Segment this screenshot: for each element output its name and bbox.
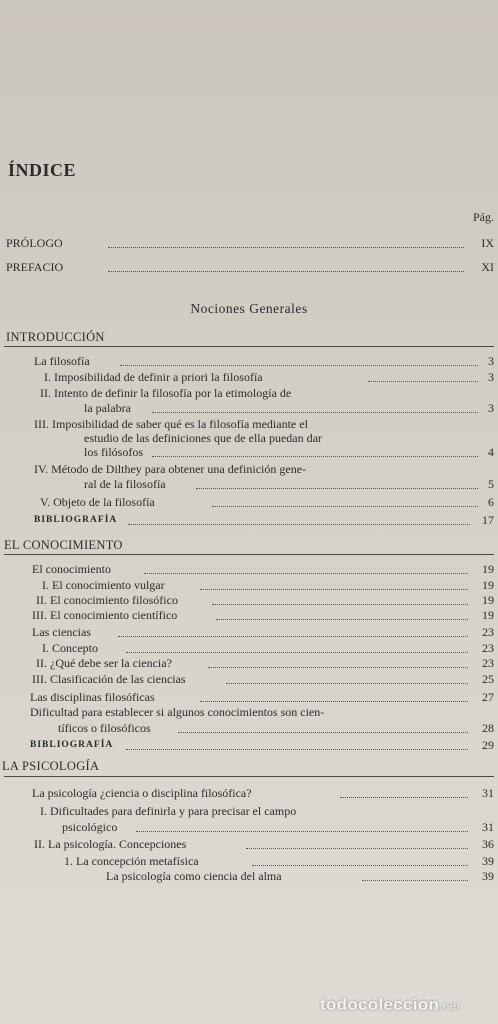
- toc-entry: [0, 592, 494, 608]
- watermark-suffix: .net: [439, 999, 461, 1013]
- toc-entry: [0, 512, 494, 528]
- toc-entry: [0, 561, 494, 577]
- section-rule: [4, 776, 494, 777]
- toc-entry-label: La psicología ¿ciencia o disciplina filosófica?: [32, 786, 252, 800]
- toc-page-number: 23: [482, 641, 494, 655]
- dot-leader: [120, 365, 478, 366]
- toc-entry-label: PREFACIO: [6, 260, 64, 274]
- toc-entry-label: ral de la filosofía: [84, 477, 166, 491]
- toc-page-number: XI: [481, 260, 494, 274]
- toc-entry-label: estudio de las definiciones que de ella puedan dar: [84, 431, 322, 445]
- toc-page-number: 3: [488, 354, 494, 368]
- toc-entry: [0, 494, 494, 510]
- dot-leader: [216, 619, 468, 620]
- dot-leader: [340, 797, 468, 798]
- toc-entry: [0, 785, 494, 801]
- dot-leader: [126, 749, 468, 750]
- toc-entry-label: I. Imposibilidad de definir a priori la filosofía: [44, 370, 263, 384]
- toc-entry-label: La psicología como ciencia del alma: [106, 869, 282, 883]
- toc-page-number: 31: [482, 786, 494, 800]
- dot-leader: [128, 524, 470, 525]
- toc-entry: [0, 836, 494, 852]
- toc-page-number: 39: [482, 869, 494, 883]
- toc-page-number: 23: [482, 625, 494, 639]
- dot-leader: [196, 488, 478, 489]
- dot-leader: [368, 381, 478, 382]
- toc-page-number: 19: [482, 608, 494, 622]
- toc-entry-label: III. El conocimiento científico: [32, 608, 178, 622]
- toc-entry: [0, 444, 494, 460]
- toc-page-number: IX: [481, 236, 494, 250]
- toc-page-number: 19: [482, 578, 494, 592]
- toc-entry: [0, 819, 494, 835]
- toc-page-number: 17: [482, 513, 494, 527]
- dot-leader: [226, 683, 468, 684]
- toc-page-number: 19: [482, 593, 494, 607]
- toc-entry: [0, 235, 494, 251]
- dot-leader: [126, 652, 468, 653]
- toc-entry: [0, 353, 494, 369]
- toc-entry-label: BIBLIOGRAFÍA: [34, 515, 118, 525]
- toc-entry-label: La filosofía: [34, 354, 90, 368]
- toc-page-number: 36: [482, 837, 494, 851]
- toc-page-number: 25: [482, 672, 494, 686]
- section-rule: [4, 554, 494, 555]
- toc-entry: [0, 369, 494, 385]
- toc-entry: [0, 671, 494, 687]
- toc-page-number: 3: [488, 370, 494, 384]
- toc-entry-label: I. Dificultades para definirla y para precisar el campo: [40, 804, 297, 818]
- dot-leader: [136, 831, 468, 832]
- toc-entry-label: III. Imposibilidad de saber qué es la filosofía mediante el: [34, 417, 308, 431]
- watermark-brand: todocoleccion: [320, 995, 440, 1014]
- dot-leader: [144, 573, 468, 574]
- toc-entry-label: El conocimiento: [32, 562, 111, 576]
- toc-page-number: 39: [482, 854, 494, 868]
- toc-entry: [0, 259, 494, 275]
- toc-entry: [0, 624, 494, 640]
- toc-entry-label: II. Intento de definir la filosofía por la etimología de: [40, 386, 292, 400]
- toc-entry-label: III. Clasificación de las ciencias: [32, 672, 186, 686]
- toc-entry-label: los filósofos: [84, 445, 144, 459]
- toc-entry: [0, 400, 494, 416]
- toc-entry-label: tíficos o filosóficos: [58, 721, 151, 735]
- dot-leader: [178, 732, 468, 733]
- dot-leader: [252, 865, 468, 866]
- toc-page-number: 3: [488, 401, 494, 415]
- toc-entry: [0, 577, 494, 593]
- toc-entry-label: I. El conocimiento vulgar: [42, 578, 165, 592]
- toc-entry-label: II. El conocimiento filosófico: [36, 593, 178, 607]
- toc-entry-label: 1. La concepción metafísica: [64, 854, 199, 868]
- toc-page-number: 5: [488, 477, 494, 491]
- page-title: ÍNDICE: [8, 160, 77, 180]
- page-column-label: Pág.: [473, 210, 494, 224]
- dot-leader: [118, 636, 468, 637]
- dot-leader: [108, 271, 464, 272]
- toc-entry-label: V. Objeto de la filosofía: [40, 495, 155, 509]
- toc-entry: [0, 476, 494, 492]
- toc-entry-label: psicológico: [62, 820, 118, 834]
- section-rule: [4, 346, 494, 347]
- toc-page-number: 4: [488, 445, 494, 459]
- dot-leader: [246, 848, 468, 849]
- toc-entry: [0, 853, 494, 869]
- toc-entry-label: IV. Método de Dilthey para obtener una definición gene-: [34, 462, 307, 476]
- toc-entry-label: la palabra: [84, 401, 131, 415]
- toc-page-number: 31: [482, 820, 494, 834]
- dot-leader: [212, 506, 478, 507]
- dot-leader: [200, 589, 468, 590]
- toc-page-number: 28: [482, 721, 494, 735]
- toc-entry: [0, 640, 494, 656]
- toc-page-number: 6: [488, 495, 494, 509]
- dot-leader: [208, 667, 468, 668]
- toc-page-number: 23: [482, 656, 494, 670]
- watermark: [320, 995, 460, 1015]
- toc-entry-label: I. Concepto: [42, 641, 98, 655]
- section-heading: EL CONOCIMIENTO: [4, 538, 123, 552]
- section-heading: LA PSICOLOGÍA: [2, 759, 100, 773]
- toc-entry: [0, 607, 494, 623]
- toc-entry: [0, 720, 494, 736]
- toc-entry-label: BIBLIOGRAFÍA: [30, 740, 114, 750]
- toc-entry-label: PRÓLOGO: [6, 236, 63, 250]
- dot-leader: [108, 247, 464, 248]
- toc-entry: [0, 689, 494, 705]
- dot-leader: [152, 456, 478, 457]
- toc-entry-label: Las disciplinas filosóficas: [30, 690, 155, 704]
- part-title: Nociones Generales: [190, 301, 308, 316]
- toc-entry: [0, 737, 494, 753]
- toc-page-number: 19: [482, 562, 494, 576]
- toc-entry: [0, 868, 494, 884]
- dot-leader: [212, 604, 468, 605]
- section-heading: INTRODUCCIÓN: [6, 330, 105, 344]
- dot-leader: [362, 880, 468, 881]
- dot-leader: [200, 701, 468, 702]
- toc-entry-label: Dificultad para establecer si algunos conocimientos son cien-: [30, 705, 325, 719]
- toc-entry-label: II. ¿Qué debe ser la ciencia?: [36, 656, 172, 670]
- toc-entry: [0, 655, 494, 671]
- toc-page-number: 29: [482, 738, 494, 752]
- toc-page-number: 27: [482, 690, 494, 704]
- dot-leader: [152, 412, 478, 413]
- toc-entry-label: II. La psicología. Concepciones: [34, 837, 187, 851]
- toc-entry-label: Las ciencias: [32, 625, 91, 639]
